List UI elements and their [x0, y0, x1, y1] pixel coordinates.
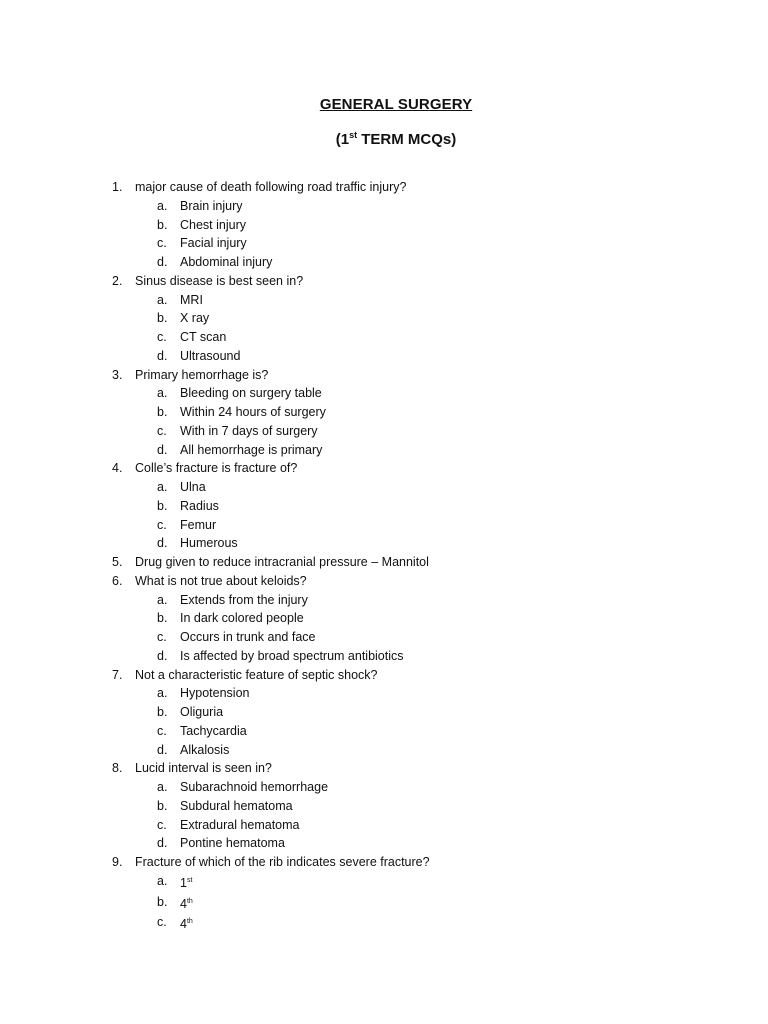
option-letter: a.: [157, 873, 168, 888]
option-letter: c.: [157, 915, 167, 930]
question-number: 2.: [112, 273, 123, 288]
option-text: Ulna: [180, 480, 206, 494]
option-text: With in 7 days of surgery: [180, 423, 318, 438]
option-letter: b.: [157, 611, 168, 626]
answer-option: [0, 534, 768, 553]
answer-option: [0, 834, 768, 853]
subtitle-superscript: st: [349, 130, 358, 140]
question-item: [0, 366, 768, 385]
option-superscript: st: [186, 876, 193, 884]
option-text: In dark colored people: [180, 611, 304, 626]
answer-option: [0, 684, 768, 703]
answer-option: [0, 872, 768, 893]
question-text: Sinus disease is best seen in?: [135, 273, 304, 288]
option-letter: d.: [157, 648, 168, 663]
question-text: Drug given to reduce intracranial pressure – Mannitol: [135, 555, 429, 569]
question-text: What is not true about keloids?: [135, 573, 307, 588]
option-text: Ultrasound: [180, 348, 241, 363]
option-text: All hemorrhage is primary: [180, 442, 323, 457]
option-text: 4: [180, 917, 187, 932]
option-text: Extradural hematoma: [180, 817, 300, 832]
question-text: major cause of death following road traffic injury?: [135, 180, 407, 194]
answer-option: [0, 478, 768, 497]
question-item: [0, 272, 768, 291]
option-letter: d.: [157, 348, 168, 363]
question-item: [0, 459, 768, 478]
answer-option: [0, 216, 768, 235]
option-letter: a.: [157, 198, 168, 213]
question-item: [0, 553, 768, 572]
option-letter: d.: [157, 255, 168, 269]
option-text: Femur: [180, 517, 217, 532]
answer-option: [0, 893, 768, 914]
option-text: 1: [180, 875, 187, 890]
option-letter: c.: [157, 630, 167, 644]
question-item: [0, 572, 768, 591]
answer-option: [0, 591, 768, 610]
question-item: [0, 759, 768, 778]
document-title: [0, 96, 768, 113]
option-text: Chest injury: [180, 217, 246, 232]
question-item: [0, 178, 768, 197]
question-number: 7.: [112, 667, 123, 682]
title-text: GENERAL SURGERY: [319, 96, 473, 113]
option-letter: b.: [157, 705, 168, 719]
answer-option: [0, 516, 768, 535]
question-number: 1.: [112, 180, 123, 194]
answer-option: [0, 722, 768, 741]
option-text: Subarachnoid hemorrhage: [180, 780, 329, 794]
answer-option: [0, 328, 768, 347]
option-letter: a.: [157, 686, 168, 701]
option-text: Humerous: [180, 536, 238, 551]
answer-option: [0, 197, 768, 216]
question-number: 5.: [112, 555, 123, 569]
option-letter: a.: [157, 480, 168, 494]
answer-option: [0, 816, 768, 835]
answer-option: [0, 347, 768, 366]
answer-option: [0, 422, 768, 441]
option-text: Facial injury: [180, 236, 247, 251]
option-text: CT scan: [180, 330, 227, 344]
option-letter: b.: [157, 798, 168, 813]
option-text: Radius: [180, 498, 219, 513]
answer-option: [0, 778, 768, 797]
subtitle-prefix: (1: [335, 131, 350, 148]
option-letter: c.: [157, 517, 167, 532]
option-text: Tachycardia: [180, 723, 247, 738]
option-letter: c.: [157, 817, 167, 832]
question-number: 3.: [112, 367, 123, 382]
option-text: Hypotension: [180, 686, 250, 701]
document-subtitle: [0, 130, 768, 148]
question-text: Fracture of which of the rib indicates severe fracture?: [135, 855, 430, 869]
option-letter: b.: [157, 311, 168, 326]
question-list: [0, 178, 768, 934]
answer-option: [0, 609, 768, 628]
answer-option: [0, 913, 768, 934]
answer-option: [0, 234, 768, 253]
option-letter: d.: [157, 836, 168, 851]
answer-option: [0, 703, 768, 722]
option-text: MRI: [180, 292, 203, 307]
option-letter: d.: [157, 442, 168, 457]
question-text: Primary hemorrhage is?: [135, 367, 269, 382]
option-text: Occurs in trunk and face: [180, 630, 316, 644]
option-text: Bleeding on surgery table: [180, 386, 322, 401]
option-letter: b.: [157, 217, 168, 232]
option-letter: b.: [157, 405, 168, 419]
option-letter: b.: [157, 498, 168, 513]
option-text: Brain injury: [180, 198, 243, 213]
option-text: Subdural hematoma: [180, 798, 293, 813]
question-text: Colle’s fracture is fracture of?: [135, 461, 298, 476]
option-text: Within 24 hours of surgery: [180, 405, 326, 419]
question-text: Lucid interval is seen in?: [135, 761, 272, 776]
option-text: X ray: [180, 311, 210, 326]
option-text: Oliguria: [180, 705, 224, 719]
option-text: Alkalosis: [180, 742, 230, 757]
option-letter: d.: [157, 536, 168, 551]
option-letter: c.: [157, 236, 167, 251]
option-letter: a.: [157, 292, 168, 307]
answer-option: [0, 384, 768, 403]
question-number: 4.: [112, 461, 123, 476]
answer-option: [0, 291, 768, 310]
question-item: [0, 853, 768, 872]
question-text: Not a characteristic feature of septic shock?: [135, 667, 378, 682]
answer-option: [0, 647, 768, 666]
option-letter: c.: [157, 330, 167, 344]
answer-option: [0, 741, 768, 760]
option-letter: a.: [157, 386, 168, 401]
option-text: Pontine hematoma: [180, 836, 285, 851]
option-text: Abdominal injury: [180, 255, 273, 269]
answer-option: [0, 497, 768, 516]
option-letter: a.: [157, 592, 168, 607]
answer-option: [0, 797, 768, 816]
question-number: 9.: [112, 855, 123, 869]
option-text: 4: [180, 896, 187, 911]
option-letter: c.: [157, 723, 167, 738]
answer-option: [0, 253, 768, 272]
question-number: 8.: [112, 761, 123, 776]
option-text: Is affected by broad spectrum antibiotics: [180, 648, 404, 663]
answer-option: [0, 403, 768, 422]
option-letter: a.: [157, 780, 168, 794]
answer-option: [0, 628, 768, 647]
option-superscript: th: [186, 897, 193, 905]
option-superscript: th: [186, 918, 193, 926]
answer-option: [0, 441, 768, 460]
question-number: 6.: [112, 573, 123, 588]
answer-option: [0, 309, 768, 328]
option-letter: b.: [157, 894, 168, 909]
option-letter: c.: [157, 423, 167, 438]
option-letter: d.: [157, 742, 168, 757]
question-item: [0, 666, 768, 685]
subtitle-suffix: TERM MCQs): [357, 131, 457, 148]
option-text: Extends from the injury: [180, 592, 308, 607]
